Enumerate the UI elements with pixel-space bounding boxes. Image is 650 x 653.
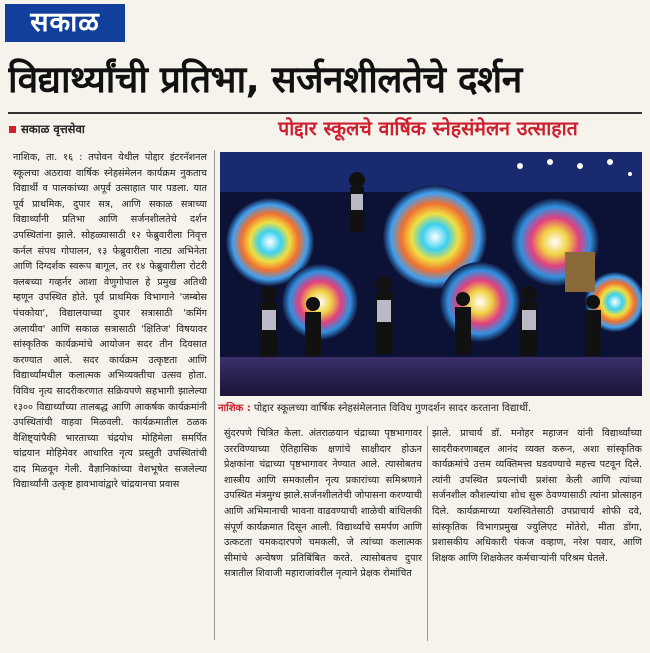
column-divider: [214, 150, 215, 640]
byline-marker-icon: [9, 126, 16, 133]
subheadline: पोद्दार स्कूलचे वार्षिक स्नेहसंमेलन उत्साहात: [278, 117, 578, 140]
byline-text: सकाळ वृत्तसेवा: [21, 122, 85, 136]
stage-performance-image: [220, 152, 642, 396]
headline: विद्यार्थ्यांची प्रतिभा, सर्जनशीलतेचे दर्शन: [8, 58, 522, 101]
caption-place: नाशिक :: [218, 403, 251, 414]
column-divider: [427, 426, 428, 641]
photo-caption: [218, 400, 642, 418]
article-column-3: झाले. प्राचार्य डॉ. मनोहर महाजन यांनी विद्यार्थ्यांच्या सादरीकरणाबद्दल आनंद व्यक्त करून, अशा सांस्कृतिक कार्यक्रमांचे उत्तम व्यक्तिमत्त्व घडवण्याचे महत्त्व पटवून दिले. त्यांनी उपस्थित प्रयत्नांची प्रशंसा केली आणि त्यांच्या सर्जनशील कौशल्यांचा शोध सुरू ठेवण्यासाठी त्यांना प्रोत्साहन दिले. कार्यक्रमाच्या यशस्वितेसाठी उपप्राचार्य शोफी दवे, सांस्कृतिक विभागप्रमुख ज्युलिएट मोंतेरो, मीता डोंगा, प्रशासकीय अधिकारी पंकज वव्हाण, नरेश पवार, आणि शिक्षक आणि शिक्षकेतर कर्मचाऱ्यांनी परिश्रम घेतले.: [432, 428, 642, 564]
article-column-1: नाशिक, ता. १६ : तपोवन येथील पोद्दार इंटरनॅशनल स्कूलचा अठरावा वार्षिक स्नेहसंमेलन कार्यक्रम नुकताच विद्यार्थी व पालकांच्या अपूर्व उत्साहात पार पडला. यात पूर्व प्राथमिक, दुपार सत्र, आणि सकाळ सत्राच्या विद्यार्थ्यांनी प्रतिभा आणि सर्जनशीलतेचे दर्शन उपस्थितांना झाले. सोहळ्यासाठी १२ फेब्रुवारीला निवृत्त कर्नल संपथ गोपालन, १३ फेब्रुवारीला नाट्य अभिनेता आणि दिग्दर्शक स्वरूप बागूल, तर १४ फेब्रुवारीला रोटरी क्लबच्या गव्हर्नर आशा वेणुगोपाल हे प्रमुख अतिथी म्हणून उपस्थित होते. पूर्व प्राथमिक विभागाने 'जम्बोस पंचकोया', विद्यालयाच्या दुपार सत्रासाठी 'कमिंग अलायीव' आणि सकाळ सत्रासाठी 'क्षितिज' विषयावर सांस्कृतिक कार्यक्रमांचे आयोजन सदर तीन दिवसात करण्यात आले. सदर कार्यक्रम उत्कृष्टता आणि विद्यार्थ्यांमधील कलात्मक अभिव्यक्तीचा उत्सव होता. विविध नृत्य सादरीकरणात सक्रियपणे सहभागी झालेल्या १३०० विद्यार्थ्यांच्या तालबद्ध आणि आकर्षक कार्यक्रमांनी उपस्थितांची वाहवा मिळवली. कार्यक्रमातील ठळक वैशिष्ट्यांपैकी भारताच्या चंद्रयोध मोहिमेला समर्पित चांद्रयान मोहिमेवर आधारित नृत्य प्रस्तुती उपस्थितांची दाद मिळवून गेली. वैज्ञानिकांच्या वेशभूषेत सजलेल्या विद्यार्थ्यांनी उत्कृष्ट हावभावांद्वारे चांद्रयानचा प्रवास: [13, 152, 207, 491]
stage-photo: [220, 152, 642, 396]
caption-text: पोद्दार स्कूलच्या वार्षिक स्नेहसंमेलनात विविध गुणदर्शन सादर करताना विद्यार्थी.: [250, 403, 532, 414]
byline: [9, 120, 149, 138]
masthead-logo: सकाळ: [5, 4, 125, 42]
article-column-2: सुंदरपणे चित्रित केला. अंतराळयान चंद्राच्या पृष्ठभागावर उररविण्याच्या ऐतिहासिक क्षणांचे साक्षीदार होऊन प्रेक्षकांना चंद्राच्या पृष्ठभागावर नेण्यात आले. त्यासोबतच शास्त्रीय आणि समकालीन नृत्य प्रकारांच्या समिश्रणाने उपस्थित मंत्रमुग्ध झाले.सर्जनशीलतेची जोपासना करण्याची आणि अभिमानाची भावना वाढवण्याची शाळेची बांधिलकी संपूर्ण कार्यक्रमात दिसून आली. विद्यार्थ्यांचे समर्पण आणि उत्कटता चमकदारपणे चमकली, जे त्यांच्या कलात्मक सीमांचे अन्वेषण प्रतिबिंबित करते. त्यासोबतच दुपार सत्रातील शिवाजी महाराजांवरील नृत्याने प्रेक्षक रोमांचित: [224, 428, 422, 580]
